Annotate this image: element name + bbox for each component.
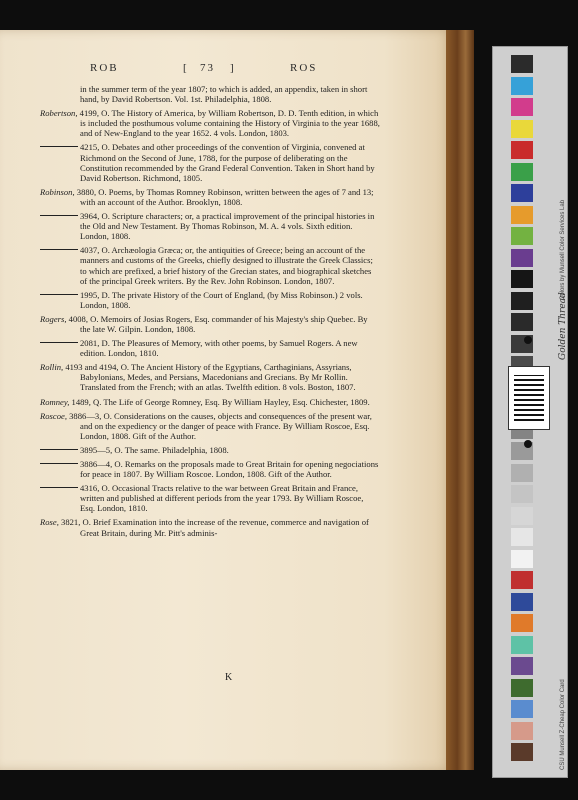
ditto-dash [40, 463, 78, 464]
entry-text: 1995, D. The private History of the Court of England, (by Miss Robinson.) 2 vols. London, 1808. [80, 289, 363, 310]
catalog-entry [40, 142, 380, 182]
entry-text: 3821, O. Brief Examination into the increase of the revenue, commerce and navigation of Great Britain, during Mr. Pitt's adminis- [61, 517, 369, 538]
page-number: 73 [200, 62, 215, 74]
catalog-entry [40, 338, 380, 358]
catalog-entry [40, 445, 380, 455]
header-bracket-open: [ [183, 62, 189, 74]
entry-text: 4008, O. Memoirs of Josias Rogers, Esq. commander of his Majesty's ship Quebec. By the late W. Gilpin. London, 1808. [68, 313, 368, 334]
ditto-dash [40, 294, 78, 295]
signature-mark: K [225, 672, 233, 683]
page-edge [446, 30, 474, 770]
color-swatch [511, 528, 533, 546]
color-swatch [511, 249, 533, 267]
catalog-entry [40, 245, 380, 285]
color-swatch [511, 593, 533, 611]
ditto-dash [40, 215, 78, 216]
color-swatch [511, 657, 533, 675]
color-swatch [511, 571, 533, 589]
card-bottom-text: CSU Munsell Z-Cheap Color Card [560, 679, 566, 770]
color-swatch [511, 614, 533, 632]
catalog-entry [40, 411, 380, 441]
ditto-dash [40, 449, 78, 450]
running-header [0, 62, 452, 78]
card-brand: Golden Thread [558, 292, 568, 360]
catalog-entry [40, 517, 380, 537]
ditto-dash [40, 342, 78, 343]
entry-text: 4199, O. The History of America, by William Robertson, D. D. Tenth edition, in which is included the posthumous volume containing the History of Virginia to the year 1688, and of New-England to the year 1652. 4 vols. London, 1803. [79, 108, 380, 139]
color-swatch [511, 120, 533, 138]
entry-heading: Roscoe, [40, 410, 67, 421]
entry-text: 4316, O. Occasional Tracts relative to the war between Great Britain and France, written and published at different periods from the year 1793. By William Roscoe, Esq. London, 1810. [80, 483, 364, 514]
ditto-dash [40, 487, 78, 488]
color-swatch [511, 77, 533, 95]
color-swatch [511, 270, 533, 288]
entry-text: 4037, O. Archæologia Græca; or, the antiquities of Greece; being an account of the manners and customs of the Greeks, chiefly designed to illustrate the Greek Classics; to which are prefixed, a brief history of the Grecian states, and biographical sketches of the principal Greek writers. By the Rev. John Robinson. London, 1807. [80, 245, 373, 286]
entry-text: 3964, O. Scripture characters; or, a practical improvement of the principal histories in the Old and New Testament. By Thomas Robinson, M. A. 4 vols. Sixth edition. London, 1808. [80, 211, 375, 242]
catalog-entry [40, 314, 380, 334]
color-swatch [511, 313, 533, 331]
registration-dot-top [524, 336, 532, 344]
color-swatch [511, 722, 533, 740]
catalog-entry [40, 459, 380, 479]
entry-text: 3886—4, O. Remarks on the proposals made to Great Britain for opening negociations for peace in 1807. By William Roscoe. London, 1808. Gift of the Author. [80, 459, 379, 480]
catalog-entry [40, 362, 380, 392]
color-swatch [511, 550, 533, 568]
entry-heading: Rose, [40, 517, 59, 528]
color-swatch [511, 184, 533, 202]
entry-text: 3886—3, O. Considerations on the causes, objects and consequences of the present war, and on the expediency or the danger of peace with France. By William Roscoe, Esq. London, 1808. Gift of the Author. [69, 410, 372, 441]
color-swatch [511, 507, 533, 525]
color-swatch [511, 636, 533, 654]
entry-text: 3895—5, O. The same. Philadelphia, 1808. [80, 444, 229, 455]
entry-text: 3880, O. Poems, by Thomas Romney Robinson, written between the ages of 7 and 13; with an account of the Author. Brooklyn, 1808. [76, 186, 374, 207]
entry-heading: Romney, [40, 396, 70, 407]
header-left: ROB [90, 62, 119, 74]
registration-dot-bottom [524, 440, 532, 448]
entry-heading: Rogers, [40, 313, 67, 324]
color-swatch [511, 700, 533, 718]
ditto-dash [40, 249, 78, 250]
color-swatch [511, 679, 533, 697]
color-swatch [511, 743, 533, 761]
entry-text: 4193 and 4194, O. The Ancient History of the Egyptians, Carthaginians, Assyrians, Babylonians, Medes, and Persians, Macedonians and Grecians. By Mr Rollin. Translated from the French; with an atlas. Twelfth edition. 8 vols. Boston, 1807. [65, 362, 356, 393]
entry-text: 4215, O. Debates and other proceedings of the convention of Virginia, convened at Richmond on the Second of June, 1788, for the purpose of deliberating on the Constitution recommended by the Grand Federal Convention. Taken in Short hand by David Robertson. Richmond, 1805. [80, 142, 375, 183]
catalog-entry [40, 187, 380, 207]
catalog-entry [40, 211, 380, 241]
catalog-entry [40, 84, 380, 104]
color-swatch [511, 464, 533, 482]
color-swatch [511, 227, 533, 245]
entry-heading: Robertson, [40, 108, 78, 119]
color-swatch [511, 98, 533, 116]
catalog-entry [40, 108, 380, 138]
color-swatch [511, 163, 533, 181]
catalog-entry [40, 397, 380, 407]
color-swatch [511, 485, 533, 503]
color-swatch [511, 55, 533, 73]
entry-heading: Rollin, [40, 362, 64, 373]
header-bracket-close: ] [230, 62, 236, 74]
ditto-dash [40, 146, 78, 147]
header-right: ROS [290, 62, 318, 74]
catalog-entry [40, 483, 380, 513]
card-top-text: Colors by Munsell Color Services Lab [560, 199, 566, 300]
catalog-entry [40, 290, 380, 310]
entry-text: in the summer term of the year 1807; to which is added, an appendix, taken in short hand, by David Robertson. Vol. 1st. Philadelphia, 1808. [80, 84, 368, 105]
entry-text: 2081, D. The Pleasures of Memory, with other poems, by Samuel Rogers. A new edition. London, 1810. [80, 338, 358, 359]
entry-heading: Robinson, [40, 186, 75, 197]
color-swatch [511, 141, 533, 159]
color-swatch [511, 292, 533, 310]
catalog-entries [40, 84, 380, 542]
entry-text: 1489, Q. The Life of George Romney, Esq. By William Hayley, Esq. Chichester, 1809. [71, 396, 370, 407]
resolution-target [508, 366, 550, 430]
color-swatch [511, 206, 533, 224]
